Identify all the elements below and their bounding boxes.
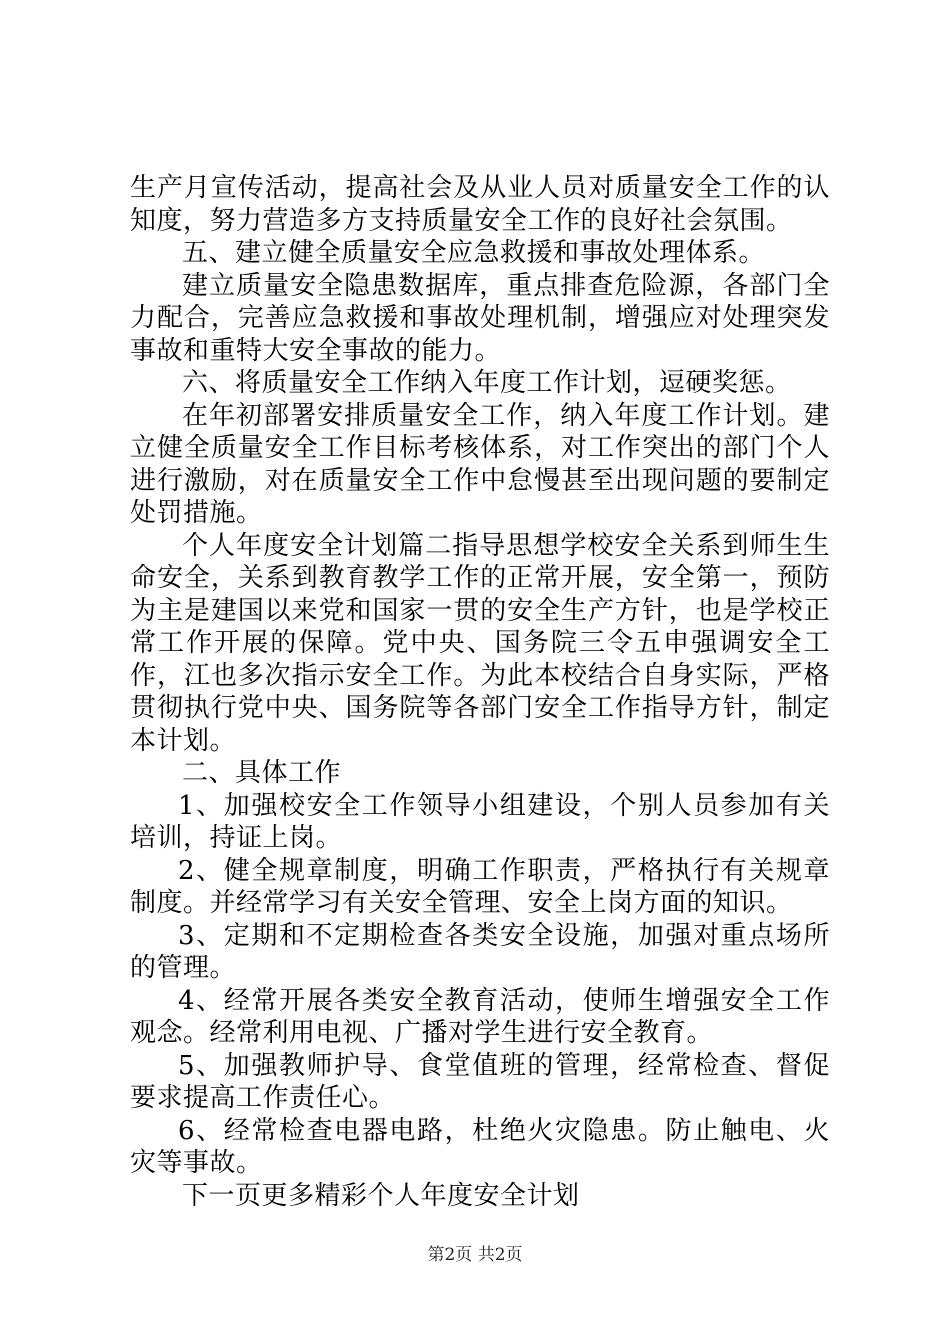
list-item-2: 2、健全规章制度，明确工作职责，严格执行有关规章制度。并经常学习有关安全管理、安全上岗方面的知识。: [130, 855, 830, 918]
next-page-link-text: 下一页更多精彩个人年度安全计划: [182, 1180, 580, 1211]
section-heading-6: 六、将质量安全工作纳入年度工作计划，逗硬奖惩。: [182, 368, 792, 398]
page-number-footer: 第2页 共2页: [427, 1245, 523, 1265]
section-heading-2: 二、具体工作: [182, 758, 342, 788]
list-item-6: 6、经常检查电器电路，杜绝火灾隐患。防止触电、火灾等事故。: [130, 1115, 830, 1178]
list-item-1: 1、加强校安全工作领导小组建设，个别人员参加有关培训，持证上岗。: [130, 790, 830, 853]
paragraph-3: 在年初部署安排质量安全工作，纳入年度工作计划。建立健全质量安全工作目标考核体系，对工作突出的部门个人进行激励，对在质量安全工作中怠慢甚至出现问题的要制定处罚措施。: [130, 400, 830, 528]
paragraph-4: 个人年度安全计划篇二指导思想学校安全关系到师生生命安全，关系到教育教学工作的正常开展，安全第一，预防为主是建国以来党和国家一贯的安全生产方针，也是学校正常工作开展的保障。党中央、国务院三令五申强调安全工作，江也多次指示安全工作。为此本校结合自身实际，严格贯彻执行党中央、国务院等各部门安全工作指导方针，制定本计划。: [130, 530, 830, 756]
section-heading-5: 五、建立健全质量安全应急救援和事故处理体系。: [182, 238, 766, 268]
list-item-5: 5、加强教师护导、食堂值班的管理，经常检查、督促要求提高工作责任心。: [130, 1050, 830, 1113]
list-item-4: 4、经常开展各类安全教育活动，使师生增强安全工作观念。经常利用电视、广播对学生进行安全教育。: [130, 985, 830, 1048]
paragraph-1: 生产月宣传活动，提高社会及从业人员对质量安全工作的认知度，努力营造多方支持质量安全工作的良好社会氛围。: [130, 173, 830, 236]
paragraph-2: 建立质量安全隐患数据库，重点排查危险源，各部门全力配合，完善应急救援和事故处理机制，增强应对处理突发事故和重特大安全事故的能力。: [130, 270, 830, 366]
document-body: [130, 172, 830, 1212]
list-item-3: 3、定期和不定期检查各类安全设施，加强对重点场所的管理。: [130, 920, 830, 983]
